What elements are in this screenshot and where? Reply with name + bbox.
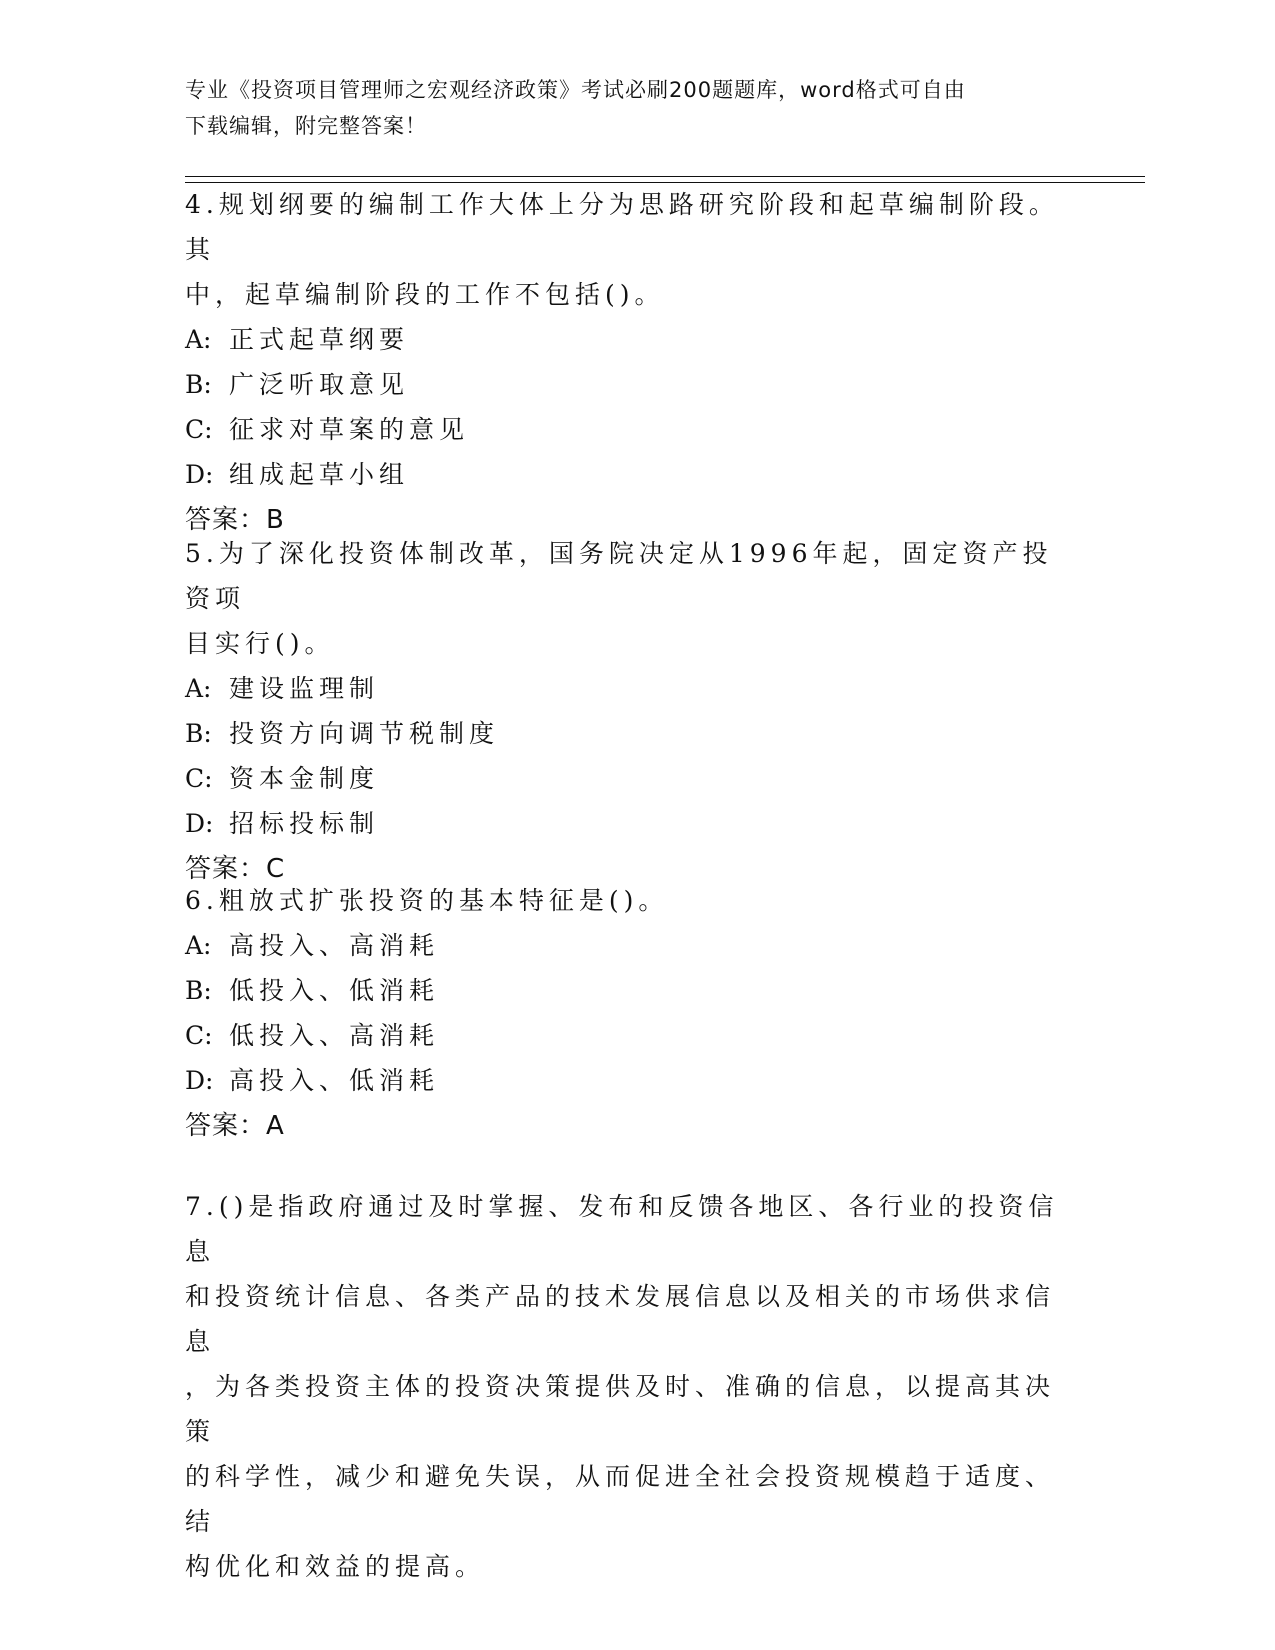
option-key: C: — [185, 415, 213, 444]
question-stem — [185, 878, 1065, 923]
answer: 答案：A — [185, 1111, 285, 1141]
option-text: 广泛听取意见 — [229, 370, 410, 399]
stem-line: 7.()是指政府通过及时掌握、发布和反馈各地区、各行业的投资信息 — [185, 1192, 1059, 1266]
option-d — [185, 1058, 1065, 1103]
option-a — [185, 923, 1065, 968]
option-text: 资本金制度 — [229, 764, 380, 793]
document-header — [185, 72, 1065, 144]
option-key: D: — [185, 809, 214, 838]
stem-line: 中，起草编制阶段的工作不包括()。 — [185, 280, 665, 309]
answer: 答案：B — [185, 505, 285, 535]
option-key: B: — [185, 370, 212, 399]
header-line-1: 专业《投资项目管理师之宏观经济政策》考试必刷200题题库，word格式可自由 — [185, 78, 966, 102]
question-7 — [185, 1184, 1065, 1589]
header-line-2: 下载编辑，附完整答案！ — [185, 114, 427, 138]
option-key: D: — [185, 460, 214, 489]
question-stem — [185, 531, 1065, 666]
option-d — [185, 452, 1065, 497]
option-a — [185, 666, 1065, 711]
option-text: 征求对草案的意见 — [229, 415, 470, 444]
stem-line: ，为各类投资主体的投资决策提供及时、准确的信息，以提高其决策 — [185, 1372, 1056, 1446]
answer: 答案：C — [185, 854, 286, 884]
question-4 — [185, 182, 1065, 543]
stem-line: 6.粗放式扩张投资的基本特征是()。 — [185, 886, 669, 915]
option-text: 高投入、低消耗 — [229, 1066, 440, 1095]
option-a — [185, 317, 1065, 362]
option-text: 招标投标制 — [229, 809, 380, 838]
question-5 — [185, 531, 1065, 892]
option-key: A: — [185, 931, 212, 960]
stem-line: 构优化和效益的提高。 — [185, 1552, 486, 1581]
option-c — [185, 407, 1065, 452]
header-divider-top — [185, 176, 1145, 177]
option-c — [185, 1013, 1065, 1058]
option-key: C: — [185, 764, 213, 793]
option-text: 低投入、高消耗 — [229, 1021, 440, 1050]
option-key: C: — [185, 1021, 213, 1050]
option-b — [185, 362, 1065, 407]
option-d — [185, 801, 1065, 846]
option-key: B: — [185, 719, 212, 748]
option-text: 投资方向调节税制度 — [229, 719, 500, 748]
option-b — [185, 968, 1065, 1013]
option-text: 正式起草纲要 — [229, 325, 410, 354]
option-text: 建设监理制 — [229, 674, 380, 703]
question-6 — [185, 878, 1065, 1149]
stem-line: 的科学性，减少和避免失误，从而促进全社会投资规模趋于适度、结 — [185, 1462, 1056, 1536]
stem-line: 目实行()。 — [185, 629, 335, 658]
stem-line: 4.规划纲要的编制工作大体上分为思路研究阶段和起草编制阶段。其 — [185, 190, 1059, 264]
option-text: 低投入、低消耗 — [229, 976, 440, 1005]
option-b — [185, 711, 1065, 756]
option-key: A: — [185, 674, 212, 703]
stem-line: 和投资统计信息、各类产品的技术发展信息以及相关的市场供求信息 — [185, 1282, 1056, 1356]
option-key: D: — [185, 1066, 214, 1095]
option-text: 高投入、高消耗 — [229, 931, 440, 960]
question-stem — [185, 1184, 1065, 1589]
question-stem — [185, 182, 1065, 317]
stem-line: 5.为了深化投资体制改革，国务院决定从1996年起，固定资产投资项 — [185, 539, 1053, 613]
option-key: B: — [185, 976, 212, 1005]
option-text: 组成起草小组 — [229, 460, 410, 489]
option-c — [185, 756, 1065, 801]
option-key: A: — [185, 325, 212, 354]
